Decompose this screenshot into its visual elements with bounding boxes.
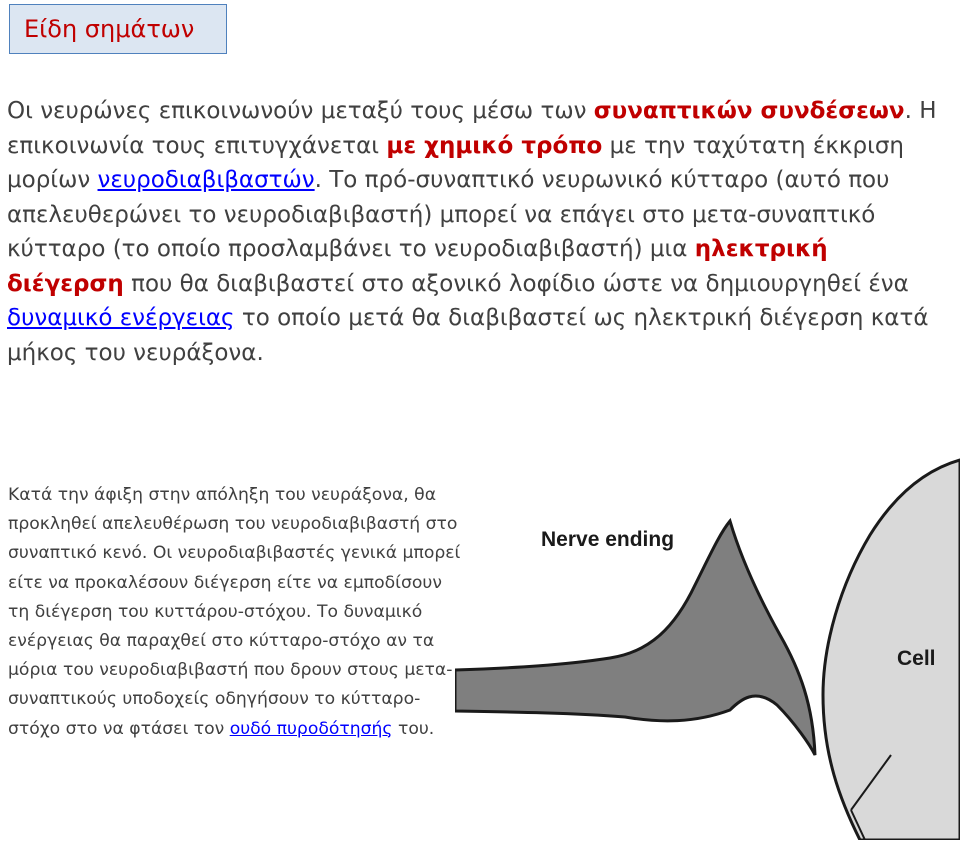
slide-title-box: [9, 4, 227, 54]
synapse-diagram: [455, 455, 960, 840]
nerve-ending-shape: [455, 521, 815, 755]
text-segment: του.: [392, 718, 435, 739]
detail-paragraph: [8, 481, 463, 744]
text-segment: Κατά την άφιξη στην απόληξη του νευράξονα, θα προκληθεί απελευθέρωση του νευροδιαβιβαστή στο συναπτικό κενό. Οι νευροδιαβιβαστές γενικά μπορεί είτε να προκαλέσουν διέγερση είτε να εμποδίσουν τη διέγερση του κυττάρου-στόχου. Το δυναμικό ενέργειας θα παραχθεί στο κύτταρο-στόχο αν τα μόρια του νευροδιαβιβαστή που δρουν στους μετα-συναπτικούς υποδοχείς οδηγήσουν το κύτταρο-στόχο στο να φτάσει τον: [8, 485, 461, 739]
link-firing-threshold[interactable]: ουδό πυροδότησής: [229, 718, 393, 739]
link-neurotransmitters[interactable]: νευροδιαβιβαστών: [97, 167, 315, 193]
text-segment: που θα διαβιβαστεί στο αξονικό λοφίδιο ώστε να δημιουργηθεί ένα: [123, 270, 909, 297]
text-segment: . Το πρό-συναπτικό νευρωνικό κύτταρο (αυτό που απελευθερώνει το νευροδιαβιβαστή) μπορεί να επάγει στο μετα-συναπτικό κύτταρο (το οποίο προσλαμβάνει το νευροδιαβιβαστή) μια: [7, 167, 890, 262]
link-action-potential[interactable]: δυναμικό ενέργειας: [7, 305, 235, 331]
label-cell: Cell: [897, 647, 936, 670]
text-segment: Οι νευρώνες επικοινωνούν μεταξύ τους μέσω των: [7, 98, 594, 124]
highlight-synaptic-connections: συναπτικών συνδέσεων: [593, 98, 905, 124]
highlight-electrical-excitation: ηλεκτρική διέγερση: [7, 236, 828, 297]
target-cell-shape: [823, 460, 960, 840]
text-segment: με την ταχύτατη έκκριση μορίων: [7, 132, 905, 193]
highlight-chemical-way: με χημικό τρόπο: [386, 132, 603, 159]
text-segment: . Η επικοινωνία τους επιτυγχάνεται: [7, 98, 937, 159]
text-segment: το οποίο μετά θα διαβιβαστεί ως ηλεκτρική διέγερση κατά μήκος του νευράξονα.: [7, 305, 929, 366]
synapse-figure: [455, 455, 960, 840]
slide-title: Είδη σημάτων: [24, 15, 195, 43]
label-nerve-ending: Nerve ending: [541, 528, 675, 551]
intro-paragraph: [7, 94, 952, 370]
